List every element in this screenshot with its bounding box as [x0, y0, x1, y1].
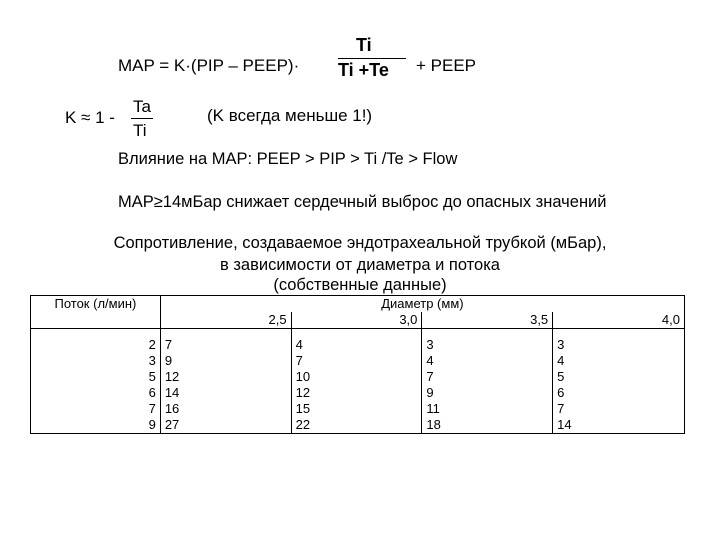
- map-fraction-denominator: Ti +Te: [338, 60, 389, 80]
- value-cell: 14: [553, 417, 685, 434]
- flow-cell: 7: [31, 401, 161, 417]
- value-cell: 22: [291, 417, 422, 434]
- value-cell: 4: [553, 353, 685, 369]
- value-cell: 9: [422, 385, 553, 401]
- value-cell: 7: [422, 369, 553, 385]
- table-title-line-3: (собственные данные): [273, 276, 447, 294]
- value-cell: 9: [160, 353, 291, 369]
- table-row: [31, 369, 685, 385]
- diameter-header: Диаметр (мм): [160, 296, 684, 313]
- table-row: [31, 337, 685, 353]
- value-cell: 4: [422, 353, 553, 369]
- value-cell: 12: [160, 369, 291, 385]
- flow-header: Поток (л/мин): [31, 296, 161, 329]
- flow-cell: 9: [31, 417, 161, 434]
- table-row: [31, 353, 685, 369]
- table-title-line-2: в зависимости от диаметра и потока: [220, 256, 500, 274]
- diameter-3-0: 3,0: [291, 312, 422, 329]
- map-formula-right: + PEEP: [416, 56, 477, 75]
- k-fraction-denominator: Ti: [133, 121, 147, 140]
- flow-cell: 5: [31, 369, 161, 385]
- map-fraction-numerator: Ti: [356, 35, 372, 55]
- table-row: [31, 401, 685, 417]
- flow-cell: 6: [31, 385, 161, 401]
- k-note: (K всегда меньше 1!): [207, 106, 373, 125]
- value-cell: 5: [553, 369, 685, 385]
- diameter-4-0: 4,0: [553, 312, 685, 329]
- table-row: [31, 417, 685, 434]
- value-cell: 10: [291, 369, 422, 385]
- value-cell: 12: [291, 385, 422, 401]
- table-row: [31, 385, 685, 401]
- map-fraction-bar: [338, 58, 406, 59]
- table-title-line-1: Сопротивление, создаваемое эндотрахеальной трубкой (мБар),: [113, 234, 607, 252]
- value-cell: 7: [553, 401, 685, 417]
- map-influence-note: Влияние на MAP: PEEP > PIP > Ti /Te > Flow: [118, 150, 458, 168]
- table-header-row: [31, 296, 685, 313]
- flow-cell: 3: [31, 353, 161, 369]
- flow-cell: 2: [31, 337, 161, 353]
- value-cell: 4: [291, 337, 422, 353]
- map-formula-left: MAP = K·(PIP – PEEP)·: [118, 56, 300, 75]
- spacer-row: [31, 329, 685, 338]
- value-cell: 7: [291, 353, 422, 369]
- diameter-2-5: 2,5: [160, 312, 291, 329]
- map-threshold-note: MAP≥14мБар снижает сердечный выброс до опасных значений: [118, 193, 607, 211]
- k-formula-left: K ≈ 1 -: [65, 108, 115, 127]
- value-cell: 27: [160, 417, 291, 434]
- diameter-3-5: 3,5: [422, 312, 553, 329]
- value-cell: 15: [291, 401, 422, 417]
- value-cell: 18: [422, 417, 553, 434]
- value-cell: 3: [553, 337, 685, 353]
- value-cell: 7: [160, 337, 291, 353]
- value-cell: 11: [422, 401, 553, 417]
- resistance-table: [30, 295, 685, 434]
- k-fraction-bar: [131, 118, 153, 119]
- value-cell: 16: [160, 401, 291, 417]
- value-cell: 14: [160, 385, 291, 401]
- k-fraction-numerator: Ta: [133, 97, 151, 116]
- value-cell: 6: [553, 385, 685, 401]
- value-cell: 3: [422, 337, 553, 353]
